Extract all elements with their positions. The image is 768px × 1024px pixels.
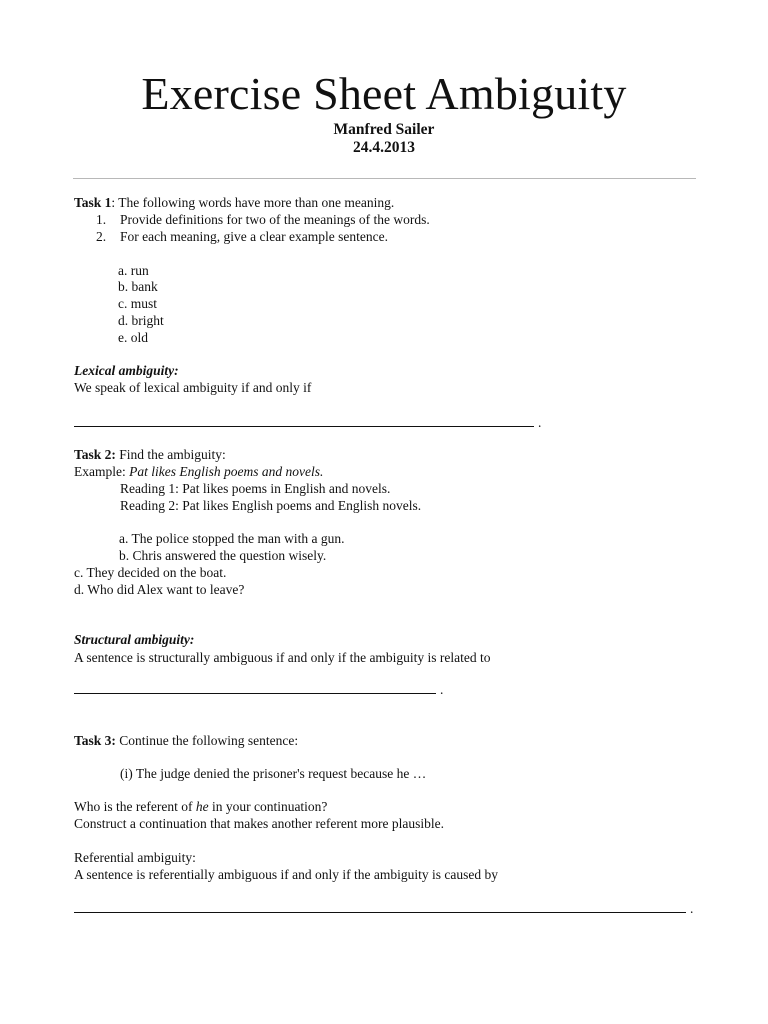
task3-question-post: in your continuation?: [208, 799, 328, 814]
structural-ambiguity-answer-blank[interactable]: [74, 693, 436, 694]
task2-intro: Find the ambiguity:: [115, 447, 226, 462]
task2-sentence-d: d. Who did Alex want to leave?: [74, 582, 245, 597]
referential-ambiguity-answer-blank[interactable]: [74, 912, 686, 913]
reading-1: Reading 1: Pat likes poems in English and novels.: [120, 481, 391, 496]
task2-example: [74, 463, 323, 480]
task3-question-he: he: [195, 799, 209, 814]
referential-ambiguity-heading: Referential ambiguity:: [74, 850, 196, 865]
task1-word-d: d. bright: [118, 313, 164, 328]
lexical-blank-period: .: [538, 415, 542, 430]
author-name: Manfred Sailer: [333, 121, 435, 138]
task1-word-c: c. must: [118, 296, 157, 311]
lexical-ambiguity-answer-blank[interactable]: [74, 426, 534, 427]
header-divider: [73, 178, 696, 179]
task2-label: Task 2:: [74, 447, 116, 462]
task1-step-2-number: 2.: [96, 229, 107, 244]
task3-intro: Continue the following sentence:: [115, 733, 299, 748]
task1-step-1-text: Provide definitions for two of the meanings of the words.: [120, 212, 430, 227]
lexical-ambiguity-definition: We speak of lexical ambiguity if and only if: [74, 380, 312, 395]
structural-ambiguity-definition: A sentence is structurally ambiguous if and only if the ambiguity is related to: [74, 650, 491, 665]
task3-question: [74, 798, 327, 815]
task3-sentence: (i) The judge denied the prisoner's request because he …: [120, 766, 427, 781]
task3-instruction: Construct a continuation that makes another referent more plausible.: [74, 816, 445, 831]
task3-label: Task 3:: [74, 733, 116, 748]
referential-ambiguity-definition: A sentence is referentially ambiguous if and only if the ambiguity is caused by: [74, 867, 499, 882]
task1-heading: [74, 194, 394, 211]
example-sentence: Pat likes English poems and novels.: [129, 464, 324, 479]
structural-blank-period: .: [440, 682, 444, 697]
task3-heading: [74, 732, 298, 749]
structural-ambiguity-heading: Structural ambiguity:: [74, 632, 195, 647]
task1-intro: : The following words have more than one meaning.: [111, 195, 395, 210]
referential-blank-period: .: [690, 901, 694, 916]
task2-sentence-b: b. Chris answered the question wisely.: [119, 548, 327, 563]
task1-step-1-number: 1.: [96, 212, 107, 227]
task2-heading: [74, 446, 226, 463]
sheet-date: 24.4.2013: [353, 139, 415, 156]
lexical-ambiguity-heading: Lexical ambiguity:: [74, 363, 179, 378]
task1-label: Task 1: [74, 195, 112, 210]
task1-word-b: b. bank: [118, 279, 158, 294]
task1-word-a: a. run: [118, 263, 149, 278]
task2-sentence-c: c. They decided on the boat.: [74, 565, 227, 580]
page-title: Exercise Sheet Ambiguity: [141, 68, 627, 119]
example-label: Example:: [74, 464, 130, 479]
reading-2: Reading 2: Pat likes English poems and English novels.: [120, 498, 422, 513]
task2-sentence-a: a. The police stopped the man with a gun.: [119, 531, 345, 546]
task3-question-pre: Who is the referent of: [74, 799, 196, 814]
task1-word-e: e. old: [118, 330, 148, 345]
task1-step-2-text: For each meaning, give a clear example sentence.: [120, 229, 388, 244]
